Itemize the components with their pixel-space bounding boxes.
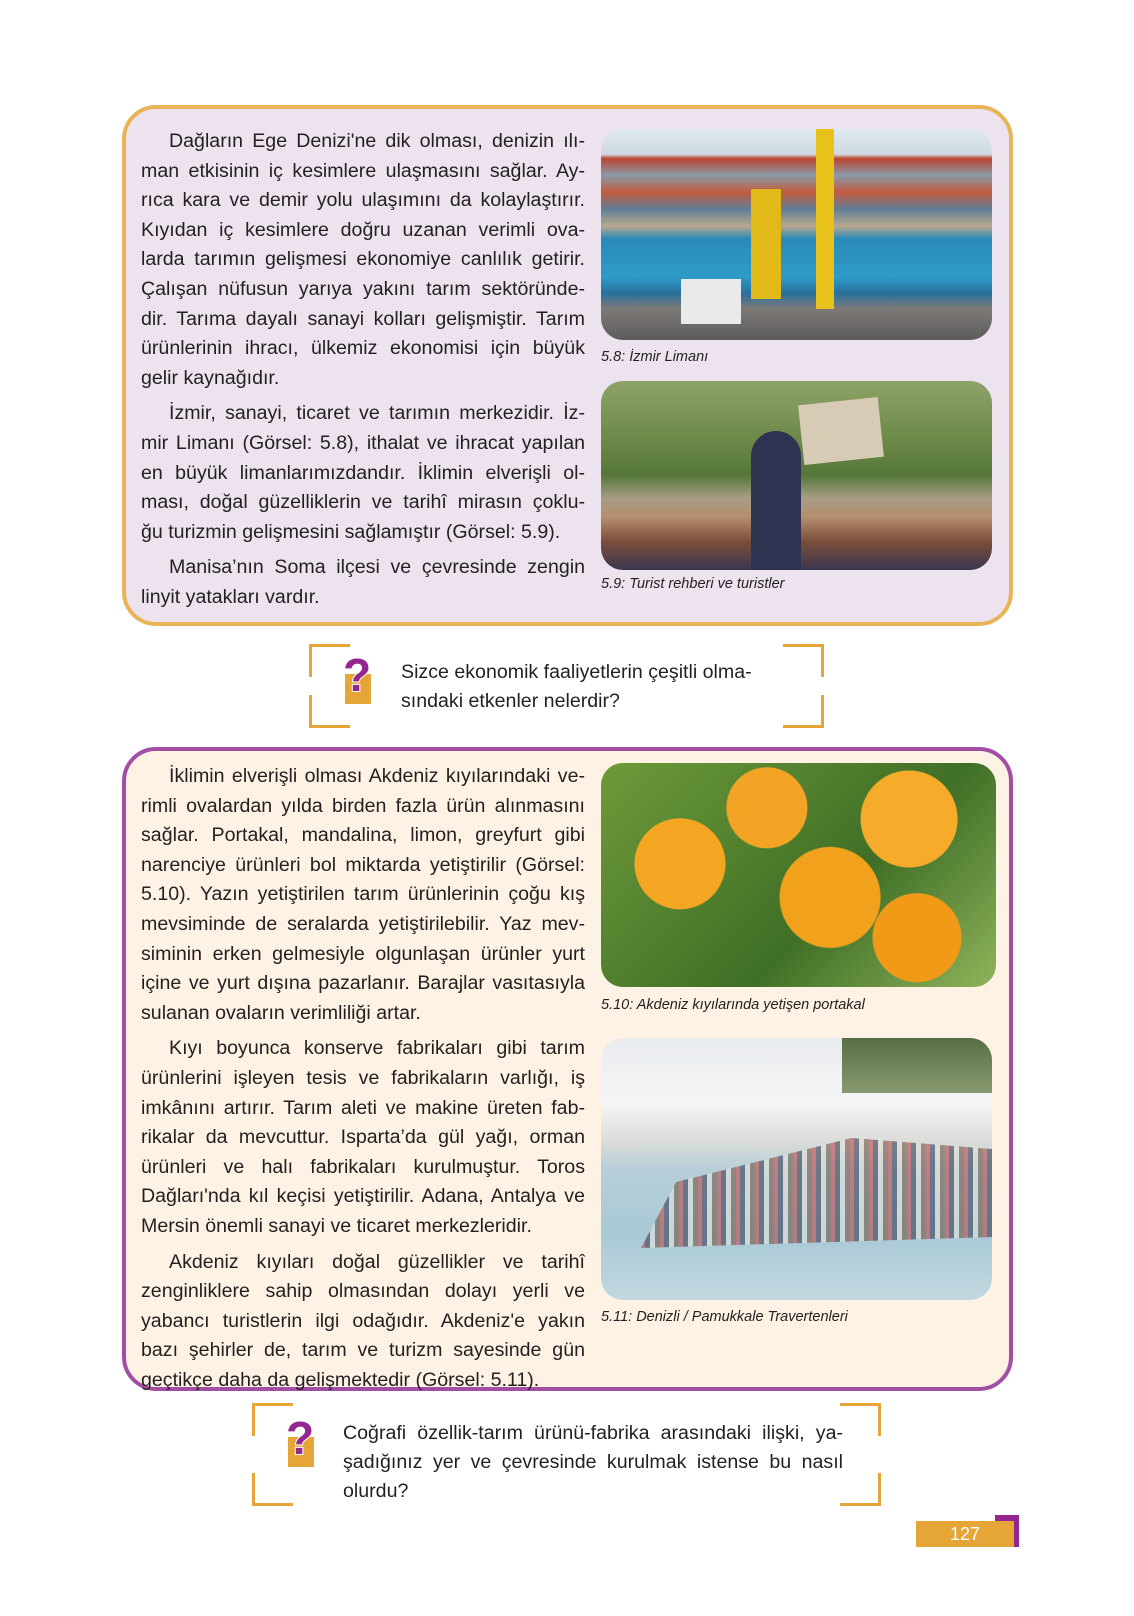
text-line: ürünleri ve halı fabrikaları kurulmuştur. Toros <box>141 1155 585 1178</box>
text-line: Manisa’nın Soma ilçesi ve çevresinde zengin <box>169 556 585 579</box>
crowd-shape <box>641 1138 992 1248</box>
bracket-corner <box>840 1403 881 1436</box>
text-line: ması, doğal güzelliklerin ve tarihî mirasın çoklu- <box>141 491 585 514</box>
text-line: Çalışan nüfusun yarıya yakını tarım sektöründe- <box>141 277 585 300</box>
text-line: gelir kaynağıdır. <box>141 366 280 389</box>
text-line: rikalar da mevcuttur. Isparta’da gül yağı, orman <box>141 1126 585 1149</box>
question-line: Sizce ekonomik faaliyetlerin çeşitli olma- <box>401 661 752 683</box>
text-line: geçtikçe daha da gelişmektedir (Görsel: 5.11). <box>141 1368 540 1391</box>
text-line: imkânını artırır. Tarım aleti ve makine üreten fab- <box>141 1096 585 1119</box>
question-mark-icon: ? <box>288 1437 314 1467</box>
text-line: Dağların Ege Denizi'ne dik olması, denizin ılı- <box>169 130 585 152</box>
text-line: ğu turizmin gelişmesini sağlamıştır (Görsel: 5.9). <box>141 520 561 543</box>
guide-book-shape <box>798 397 884 465</box>
question-line: Coğrafi özellik-tarım ürünü-fabrika arasındaki ilişki, ya- <box>343 1422 843 1444</box>
text-line: rimli ovalardan yılda birden fazla ürün alınmasını <box>141 794 585 817</box>
text-line: yabancı turistlerin ilgi odağıdır. Akdeniz'e yakın <box>141 1309 585 1332</box>
question-line: şadığınız yer ve çevresinde kurulmak istense bu nasıl <box>343 1451 843 1473</box>
paragraph <box>141 762 585 1028</box>
photo-caption-5-11: 5.11: Denizli / Pamukkale Travertenleri <box>601 1309 848 1325</box>
crane-shape <box>816 129 834 309</box>
truck-shape <box>681 279 741 324</box>
text-line: Akdeniz kıyıları doğal güzellikler ve tarihî <box>169 1250 585 1273</box>
aegean-text-column <box>141 127 585 619</box>
text-line: ürünlerini işleyen tesis ve fabrikaların varlığı, iş <box>141 1066 585 1089</box>
text-line: içine ve yurt dışına pazarlanır. Barajlar vasıtasıyla <box>141 972 585 995</box>
text-line: bazı şehirler de, tarım ve turizm sayesinde gün <box>141 1339 585 1362</box>
text-line: Kıyı boyunca konserve fabrikaları gibi tarım <box>169 1037 585 1060</box>
question-text <box>343 1419 843 1506</box>
mediterranean-text-column <box>141 762 585 1401</box>
paragraph <box>141 127 585 393</box>
paragraph <box>141 553 585 612</box>
text-line: siminin erken gelmesiyle olgunlaşan ürünler yurt <box>141 942 585 965</box>
tourist-guide-photo <box>601 381 992 570</box>
question-box-2 <box>252 1403 881 1506</box>
photo-caption-5-10: 5.10: Akdeniz kıyılarında yetişen portakal <box>601 997 865 1013</box>
paragraph <box>141 1248 585 1396</box>
text-line: Mersin önemli sanayi ve ticaret merkezleridir. <box>141 1214 532 1237</box>
text-line: rıca kara ve demir yolu ulaşımını da kolaylaştırır. <box>141 189 585 212</box>
hill-shape <box>842 1038 992 1093</box>
question-box-1 <box>309 644 824 728</box>
text-line: sulanan ovaların verimliliği artar. <box>141 1001 421 1024</box>
guide-figure-shape <box>751 431 801 570</box>
text-line: larda tarımın gelişmesi ekonomiye canlılık getirir. <box>141 248 585 271</box>
text-line: sağlar. Portakal, mandalina, limon, greyfurt gibi <box>141 824 585 847</box>
text-line: mir Limanı (Görsel: 5.8), ithalat ve ihracat yapılan <box>141 431 585 454</box>
bracket-corner <box>840 1473 881 1506</box>
bracket-corner <box>783 695 824 728</box>
text-line: 5.10). Yazın yetiştirilen tarım ürünlerinin çoğu kış <box>141 883 585 906</box>
question-line: sındaki etkenler nelerdir? <box>401 690 620 712</box>
crane-shape <box>751 189 781 299</box>
text-line: ürünlerinin ihracı, ülkemiz ekonomisi için büyük <box>141 337 585 360</box>
text-line: dir. Tarıma dayalı sanayi kolları gelişmiştir. Tarım <box>141 307 585 330</box>
paragraph <box>141 399 585 547</box>
text-line: en büyük limanlarımızdandır. İklimin elverişli ol- <box>141 461 585 484</box>
paragraph <box>141 1034 585 1241</box>
text-line: Kıyıdan iç kesimlere doğru uzanan verimli ova- <box>141 218 585 241</box>
question-line: olurdu? <box>343 1480 409 1502</box>
text-line: İzmir, sanayi, ticaret ve tarımın merkezidir. İz- <box>169 402 585 425</box>
bracket-corner <box>783 644 824 677</box>
photo-caption-5-8: 5.8: İzmir Limanı <box>601 349 709 365</box>
bracket-corner <box>252 1473 293 1506</box>
oranges-photo <box>601 763 996 987</box>
text-line: mevsiminde de seralarda yetiştirilebilir. Yaz mev- <box>141 912 585 935</box>
photo-caption-5-9: 5.9: Turist rehberi ve turistler <box>601 576 785 592</box>
page-number: 127 <box>916 1521 1014 1547</box>
text-line: linyit yatakları vardır. <box>141 585 320 608</box>
text-line: Dağları'nda kıl keçisi yetiştirilir. Adana, Antalya ve <box>141 1185 585 1208</box>
question-mark-icon: ? <box>345 674 371 704</box>
text-line: man etkisinin iç kesimlere ulaşmasını sağlar. Ay- <box>141 159 585 182</box>
question-text <box>401 658 752 716</box>
text-line: narenciye ürünleri bol miktarda yetiştirilir (Görsel: <box>141 853 585 876</box>
text-line: İklimin elverişli olması Akdeniz kıyılarındaki ve- <box>169 765 585 787</box>
pamukkale-travertines-photo <box>601 1038 992 1300</box>
izmir-port-photo <box>601 129 992 340</box>
text-line: zenginliklere sahip olmasından dolayı yerli ve <box>141 1280 585 1303</box>
